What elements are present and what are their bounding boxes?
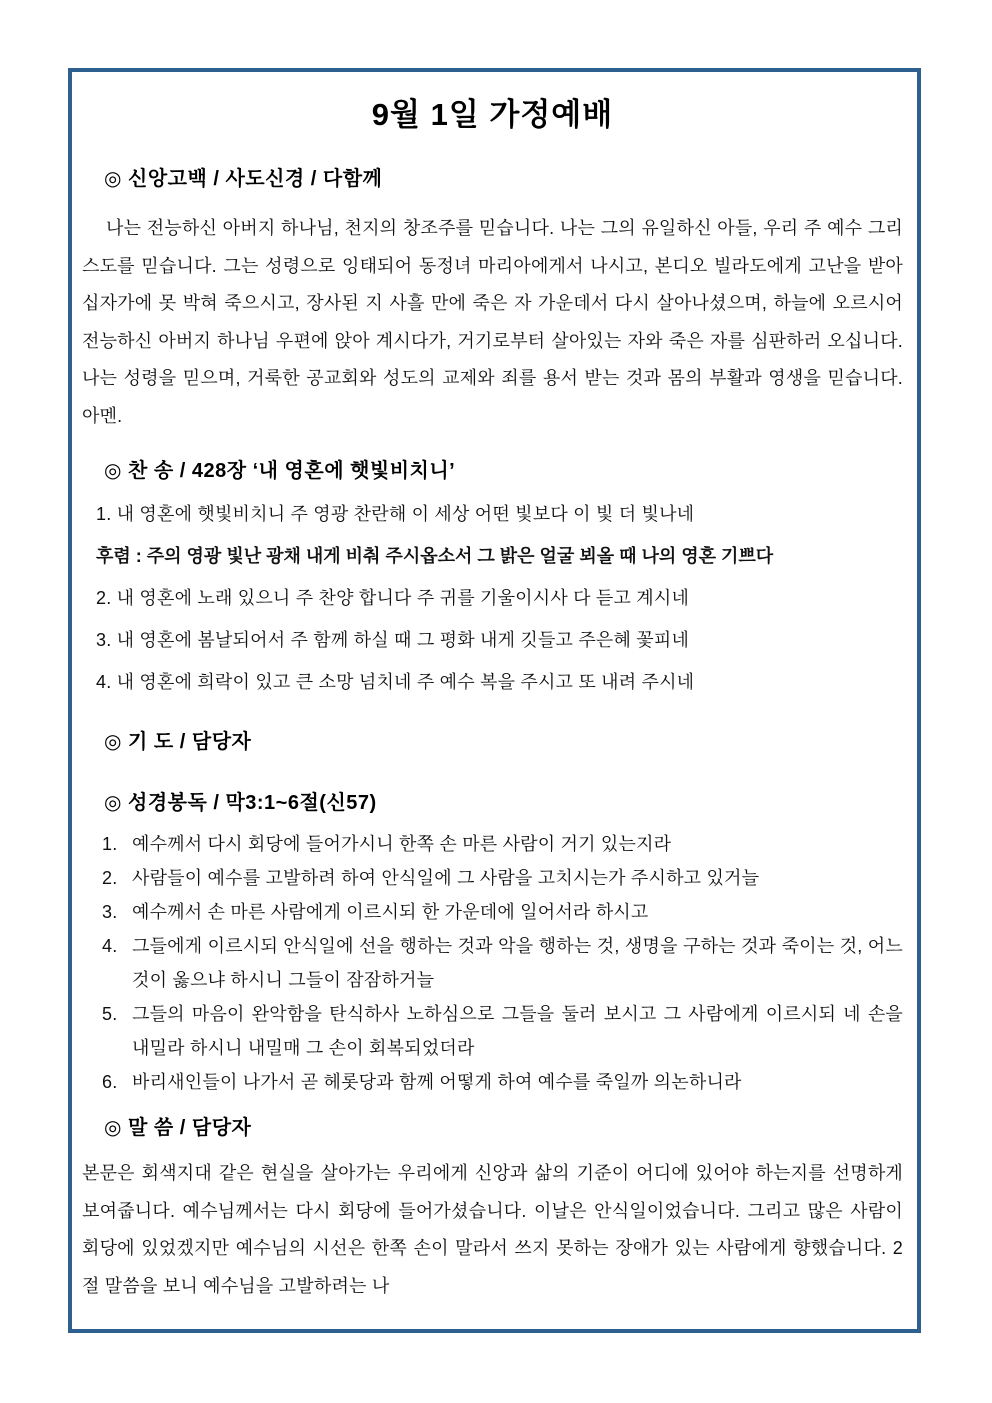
hymn-verse-2: 2. 내 영혼에 노래 있으니 주 찬양 합니다 주 귀를 기울이시사 다 듣고 계시네: [96, 588, 690, 608]
verse-text: 사람들이 예수를 고발하려 하여 안식일에 그 사람을 고치시는가 주시하고 있거늘: [132, 868, 760, 888]
document-border-frame: [68, 68, 921, 1333]
page-title: 9월 1일 가정예배: [371, 97, 614, 132]
heading-confession: ◎ 신앙고백 / 사도신경 / 다함께: [104, 168, 383, 190]
scripture-verse: [100, 929, 903, 997]
confession-text: 나는 전능하신 아버지 하나님, 천지의 창조주를 믿습니다. 나는 그의 유일하신 아들, 우리 주 예수 그리스도를 믿습니다. 그는 성령으로 잉태되어 동정녀 마리아에게서 나시고, 본디오 빌라도에게 고난을 받아 십자가에 못 박혀 죽으시고, 장사된 지 사흘 만에 죽은 자 가운데서 다시 살아나셨으며, 하늘에 오르시어 전능하신 아버지 하나님 우편에 앉아 계시다가, 거기로부터 살아있는 자와 죽은 자를 심판하러 오십니다. 나는 성령을 믿으며, 거룩한 공교회와 성도의 교제와 죄를 용서 받는 것과 몸의 부활과 영생을 믿습니다. 아멘.: [82, 218, 903, 426]
heading-hymn: ◎ 찬 송 / 428장 ‘내 영혼에 햇빛비치니’: [104, 460, 456, 482]
hymn-refrain: 후렴 : 주의 영광 빛난 광채 내게 비춰 주시옵소서 그 밝은 얼굴 뵈올 때 나의 영혼 기쁘다: [96, 546, 774, 566]
scripture-verse-list: [100, 827, 903, 1099]
verse-number: 2.: [102, 868, 118, 888]
heading-prayer: ◎ 기 도 / 담당자: [104, 731, 252, 753]
heading-sermon: ◎ 말 씀 / 담당자: [104, 1117, 252, 1139]
verse-text: 예수께서 다시 회당에 들어가시니 한쪽 손 마른 사람이 거기 있는지라: [132, 834, 672, 854]
verse-text: 바리새인들이 나가서 곧 헤롯당과 함께 어떻게 하여 예수를 죽일까 의논하니라: [132, 1072, 742, 1092]
scripture-verse: [100, 895, 903, 929]
hymn-verse-4: 4. 내 영혼에 희락이 있고 큰 소망 넘치네 주 예수 복을 주시고 또 내려 주시네: [96, 672, 695, 692]
sermon-text: 본문은 회색지대 같은 현실을 살아가는 우리에게 신앙과 삶의 기준이 어디에 있어야 하는지를 선명하게 보여줍니다. 예수님께서는 다시 회당에 들어가셨습니다. 이날은 안식일이었습니다. 그리고 많은 사람이 회당에 있었겠지만 예수님의 시선은 한쪽 손이 말라서 쓰지 못하는 장애가 있는 사람에게 향했습니다. 2절 말씀을 보니 예수님을 고발하려는 나: [82, 1163, 903, 1296]
scripture-verse: [100, 827, 903, 861]
scripture-verse: [100, 1065, 903, 1099]
hymn-verse-1: 1. 내 영혼에 햇빛비치니 주 영광 찬란해 이 세상 어떤 빛보다 이 빛 더 빛나네: [96, 504, 695, 524]
verse-number: 5.: [102, 1004, 118, 1024]
hymn-verses: [96, 493, 903, 703]
scripture-verse: [100, 861, 903, 895]
heading-scripture: ◎ 성경봉독 / 막3:1~6절(신57): [104, 792, 377, 814]
verse-number: 3.: [102, 902, 118, 922]
hymn-verse-3: 3. 내 영혼에 봄날되어서 주 함께 하실 때 그 평화 내게 깃들고 주은혜 꽃피네: [96, 630, 690, 650]
verse-number: 6.: [102, 1072, 118, 1092]
verse-text: 그들에게 이르시되 안식일에 선을 행하는 것과 악을 행하는 것, 생명을 구하는 것과 죽이는 것, 어느 것이 옳으냐 하시니 그들이 잠잠하거늘: [132, 936, 903, 990]
verse-text: 예수께서 손 마른 사람에게 이르시되 한 가운데에 일어서라 하시고: [132, 902, 649, 922]
scripture-verse: [100, 997, 903, 1065]
verse-number: 4.: [102, 936, 118, 956]
verse-number: 1.: [102, 834, 118, 854]
verse-text: 그들의 마음이 완악함을 탄식하사 노하심으로 그들을 둘러 보시고 그 사람에게 이르시되 네 손을 내밀라 하시니 내밀매 그 손이 회복되었더라: [132, 1004, 903, 1058]
